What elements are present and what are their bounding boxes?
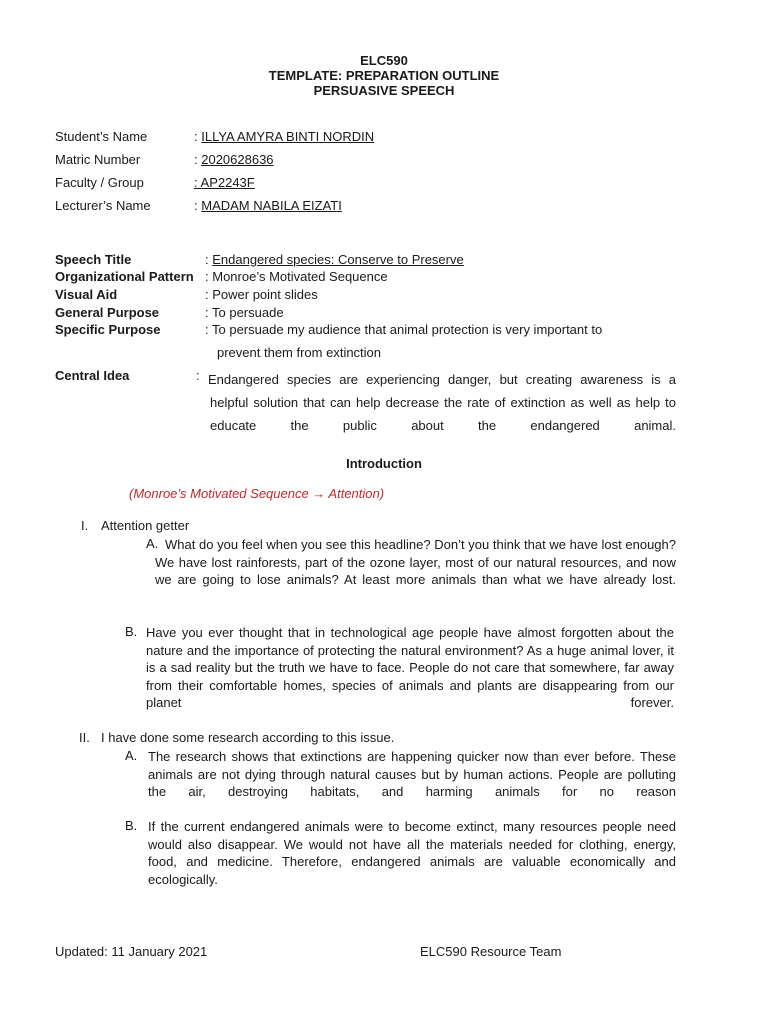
- visual-aid-value: : Power point slides: [205, 287, 318, 302]
- central-idea-value: Endangered species are experiencing danger, but creating awareness is a helpful solution that can help decrease the rate of extinction as well as help to educate the public about the endangered animal.: [208, 372, 676, 434]
- faculty-group-value: : AP2243F: [194, 175, 255, 190]
- item-1b-letter: B.: [125, 624, 138, 639]
- matric-number-label: Matric Number: [55, 152, 141, 167]
- lecturer-name-label: Lecturer’s Name: [55, 198, 151, 213]
- item-1-text: Attention getter: [101, 518, 190, 533]
- introduction-heading: Introduction: [346, 456, 422, 471]
- item-1b-text: Have you ever thought that in technological age people have almost forgotten about the nature and the importance of protecting the natural environment? As a huge animal lover, it is a sad reality but the truth we have to face. People do not care that somewhere, far away from their comfortable homes, species of animals and plants are disappearing from our planet forever.: [146, 625, 674, 711]
- general-purpose-value: : To persuade: [205, 305, 284, 320]
- item-2a-text: The research shows that extinctions are happening quicker now than ever before. These animals are not dying through natural causes but by human actions. People are polluting the air, destroying habitats, and harming animals for no reason: [148, 749, 676, 800]
- general-purpose-label: General Purpose: [55, 305, 160, 320]
- footer-updated: Updated: 11 January 2021: [55, 944, 208, 959]
- item-2a-letter: A.: [125, 748, 138, 763]
- item-2-numeral: II.: [79, 730, 90, 745]
- speech-type: PERSUASIVE SPEECH: [313, 83, 455, 98]
- item-2-text: I have done some research according to this issue.: [101, 730, 395, 745]
- speech-title-value: : Endangered species: Conserve to Preserve: [205, 252, 464, 267]
- speech-title-label: Speech Title: [55, 252, 132, 267]
- item-2b-letter: B.: [125, 818, 138, 833]
- pattern-label: Organizational Pattern: [55, 269, 194, 284]
- footer-team: ELC590 Resource Team: [420, 944, 562, 959]
- specific-purpose-value: : To persuade my audience that animal protection is very important to: [205, 322, 603, 337]
- student-name-label: Student’s Name: [55, 129, 148, 144]
- matric-number-value: : 2020628636: [194, 152, 274, 167]
- central-idea-colon: :: [196, 368, 200, 383]
- sequence-note: (Monroe’s Motivated Sequence → Attention): [129, 486, 385, 501]
- central-idea-label: Central Idea: [55, 368, 130, 383]
- specific-purpose-value-cont: prevent them from extinction: [217, 345, 382, 360]
- lecturer-name-value: : MADAM NABILA EIZATI: [194, 198, 342, 213]
- specific-purpose-label: Specific Purpose: [55, 322, 161, 337]
- item-1a-letter: A.: [146, 536, 159, 551]
- template-title: TEMPLATE: PREPARATION OUTLINE: [268, 68, 500, 83]
- pattern-value: : Monroe’s Motivated Sequence: [205, 269, 388, 284]
- student-name-value: : ILLYA AMYRA BINTI NORDIN: [194, 129, 375, 144]
- course-code: ELC590: [360, 53, 408, 68]
- item-1a-text: What do you feel when you see this headline? Don’t you think that we have lost enough? We have lost rainforests, part of the ozone layer, most of our natural resources, and now we are going to lose animals? At least more animals than what we have already lost.: [155, 537, 676, 588]
- faculty-group-label: Faculty / Group: [55, 175, 144, 190]
- item-2b-text: If the current endangered animals were to become extinct, many resources people need would also disappear. We would not have all the materials needed for clothing, energy, food, and medicine. Therefore, endangered animals are valuable economically and ecologically.: [148, 819, 676, 887]
- item-1-numeral: I.: [81, 518, 89, 533]
- visual-aid-label: Visual Aid: [55, 287, 118, 302]
